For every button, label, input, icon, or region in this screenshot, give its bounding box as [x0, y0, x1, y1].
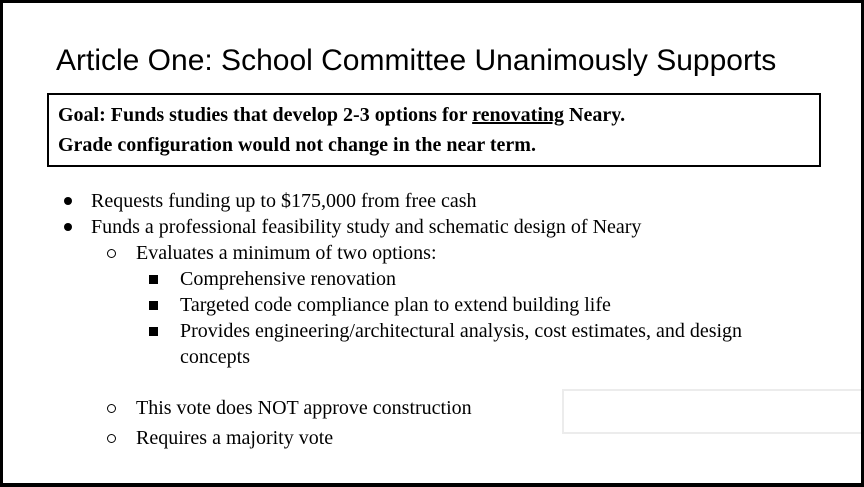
goal-line-1-prefix: Goal: Funds studies that develop 2-3 options for — [58, 104, 473, 126]
bullet-square-icon — [149, 292, 180, 318]
bullet-square-icon — [149, 266, 180, 292]
goal-box — [47, 93, 821, 167]
bullet-circle-icon — [107, 240, 136, 266]
goal-line-1-suffix: Neary. — [564, 104, 626, 126]
goal-line-1 — [58, 100, 811, 130]
bullet-item-text: Comprehensive renovation — [180, 268, 397, 290]
bullet-item — [3, 188, 861, 214]
bullet-item-text: Funds a professional feasibility study and schematic design of Neary — [91, 216, 642, 238]
bullet-item-text: Requires a majority vote — [136, 427, 334, 449]
bullet-item-text: Targeted code compliance plan to extend building life — [180, 294, 611, 316]
empty-text-box — [562, 389, 864, 434]
bullet-item — [3, 266, 861, 292]
slide-title: Article One: School Committee Unanimously Supports — [56, 44, 777, 77]
bullet-item — [3, 318, 861, 370]
bullet-circle-icon — [107, 395, 136, 421]
bullet-item — [3, 240, 861, 266]
bullet-circle-icon — [107, 425, 136, 451]
goal-line-2: Grade configuration would not change in the near term. — [58, 134, 536, 156]
bullet-item — [3, 292, 861, 318]
goal-line-1-underlined-word: renovating — [472, 104, 564, 126]
bullet-disc-icon — [64, 214, 91, 240]
bullet-disc-icon — [64, 188, 91, 214]
bullet-item-text: Provides engineering/architectural analysis, cost estimates, and design concepts — [180, 320, 743, 368]
bullet-item-text: This vote does NOT approve construction — [136, 397, 472, 419]
bullet-item-text: Evaluates a minimum of two options: — [136, 242, 437, 264]
bullet-item-text: Requests funding up to $175,000 from free cash — [91, 190, 477, 212]
bullet-item — [3, 214, 861, 240]
bullet-square-icon — [149, 318, 180, 344]
